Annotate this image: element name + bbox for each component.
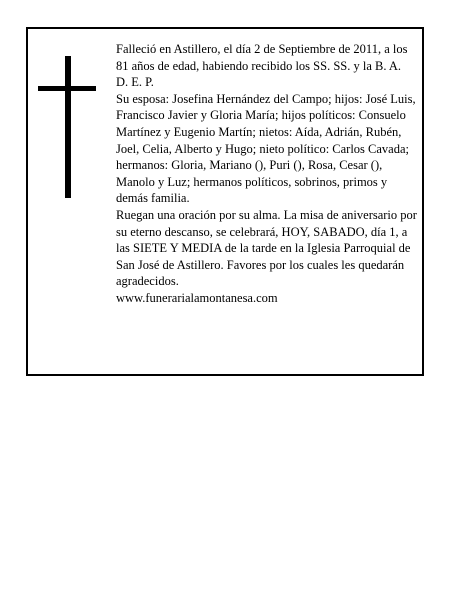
rest-in-peace: D. E. P. [116, 75, 154, 90]
cross-vertical-bar [65, 56, 71, 198]
mass-announcement: Ruegan una oración por su alma. La misa de aniversario por su eterno descanso, se celebrará, HOY, SABADO, día 1, a las SIETE Y MEDIA de la tarde en la Iglesia Parroquial de San José de Astillero. Favores por los cuales les quedarán agradecidos. [116, 207, 417, 289]
death-announcement: Falleció en Astillero, el día 2 de Septiembre de 2011, a los 81 años de edad, habiendo recibido los SS. SS. y la B. A. [116, 42, 408, 73]
cross-horizontal-bar [38, 86, 96, 91]
family-list: Su esposa: Josefina Hernández del Campo; hijos: José Luis, Francisco Javier y Gloria María; hijos políticos: Consuelo Martínez y Eugenio Martín; nietos: Aída, Adrián, Rubén, Joel, Celia, Alberto y Hugo; nieto político: Carlos Cavada; hermanos: Gloria, Mariano (), Puri (), Rosa, Cesar (), Manolo y Luz; hermanos políticos, sobrinos, primos y demás familia. [116, 91, 416, 206]
latin-cross-icon [38, 56, 96, 198]
obituary-text [116, 41, 418, 307]
obituary-notice [26, 27, 424, 376]
funeral-home-website: www.funerarialamontanesa.com [116, 290, 278, 305]
